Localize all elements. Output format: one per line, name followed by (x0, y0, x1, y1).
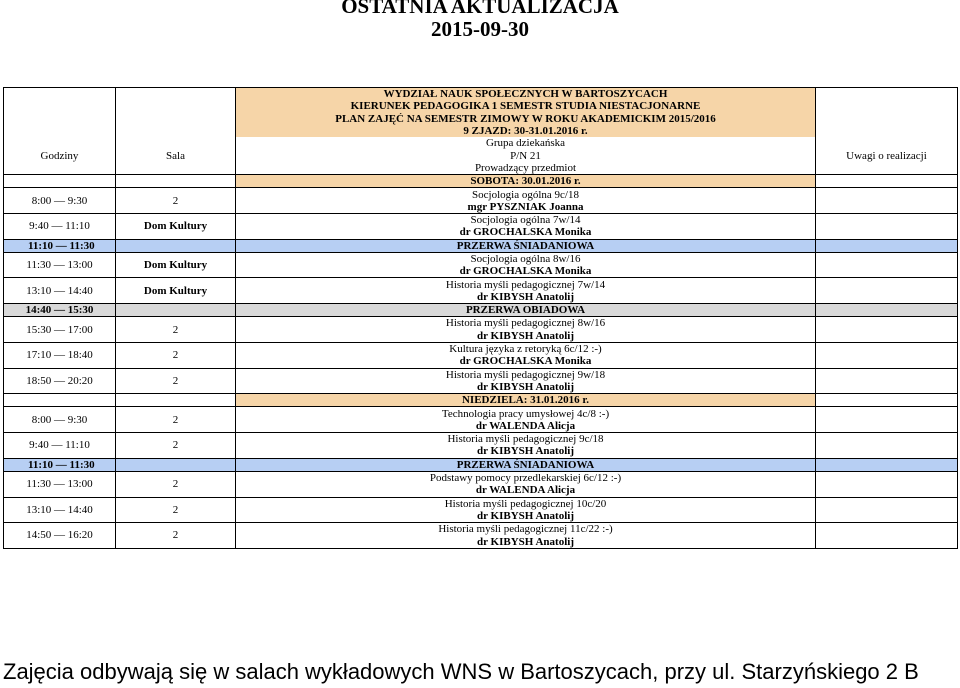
class-subject: Socjologia ogólna 7w/14 (236, 213, 816, 226)
class-time: 11:30 — 13:00 (4, 471, 116, 497)
class-subject: Kultura języka z retoryką 6c/12 :-) (236, 342, 816, 355)
lunch-break-time: 14:40 — 15:30 (4, 304, 116, 317)
class-room: 2 (116, 523, 236, 549)
class-room: Dom Kultury (116, 252, 236, 278)
session-header: 9 ZJAZD: 30-31.01.2016 r. (236, 125, 816, 137)
class-teacher: dr KIBYSH Anatolij (236, 381, 816, 394)
class-subject: Historia myśli pedagogicznej 8w/16 (236, 317, 816, 330)
class-room: Dom Kultury (116, 278, 236, 304)
day-header-sunday: NIEDZIELA: 31.01.2016 r. (236, 394, 816, 407)
class-room: 2 (116, 368, 236, 394)
class-subject: Historia myśli pedagogicznej 9w/18 (236, 368, 816, 381)
class-time: 11:30 — 13:00 (4, 252, 116, 278)
hours-column-header: Godziny (4, 137, 116, 174)
location-note: Zajęcia odbywają się w salach wykładowych WNS w Bartoszycach, przy ul. Starzyńskiego 2 B (3, 659, 919, 684)
class-subject: Podstawy pomocy przedlekarskiej 6c/12 :-) (236, 471, 816, 484)
class-time: 13:10 — 14:40 (4, 278, 116, 304)
class-teacher: mgr PYSZNIAK Joanna (236, 201, 816, 214)
class-teacher: dr KIBYSH Anatolij (236, 535, 816, 548)
class-time: 14:50 — 16:20 (4, 523, 116, 549)
class-room: 2 (116, 188, 236, 214)
class-subject: Historia myśli pedagogicznej 7w/14 (236, 278, 816, 291)
class-room: 2 (116, 497, 236, 523)
group-code: P/N 21 (236, 149, 816, 161)
class-room: Dom Kultury (116, 213, 236, 239)
lunch-break-label: PRZERWA OBIADOWA (236, 304, 816, 317)
class-teacher: dr WALENDA Alicja (236, 420, 816, 433)
room-column-header: Sala (116, 137, 236, 174)
schedule-table (3, 87, 958, 549)
class-teacher: dr GROCHALSKA Monika (236, 265, 816, 278)
class-time: 9:40 — 11:10 (4, 213, 116, 239)
class-room: 2 (116, 342, 236, 368)
class-time: 18:50 — 20:20 (4, 368, 116, 394)
class-subject: Historia myśli pedagogicznej 10c/20 (236, 497, 816, 510)
class-subject: Historia myśli pedagogicznej 9c/18 (236, 433, 816, 446)
class-room: 2 (116, 317, 236, 343)
class-time: 8:00 — 9:30 (4, 407, 116, 433)
class-teacher: dr WALENDA Alicja (236, 484, 816, 497)
breakfast-break-time: 11:10 — 11:30 (4, 239, 116, 252)
class-subject: Historia myśli pedagogicznej 11c/22 :-) (236, 523, 816, 536)
class-teacher: dr GROCHALSKA Monika (236, 226, 816, 239)
class-time: 13:10 — 14:40 (4, 497, 116, 523)
program-header: KIERUNEK PEDAGOGIKA 1 SEMESTR STUDIA NIESTACJONARNE (236, 100, 816, 112)
class-subject: Technologia pracy umysłowej 4c/8 :-) (236, 407, 816, 420)
group-label: Grupa dziekańska (236, 137, 816, 149)
class-room: 2 (116, 433, 236, 459)
class-teacher: dr KIBYSH Anatolij (236, 330, 816, 343)
class-time: 17:10 — 18:40 (4, 342, 116, 368)
faculty-header: WYDZIAŁ NAUK SPOŁECZNYCH W BARTOSZYCACH (236, 88, 816, 101)
breakfast-break-label: PRZERWA ŚNIADANIOWA (236, 239, 816, 252)
class-room: 2 (116, 407, 236, 433)
subject-column-header: Prowadzący przedmiot (236, 162, 816, 175)
plan-header: PLAN ZAJĘĆ NA SEMESTR ZIMOWY W ROKU AKADEMICKIM 2015/2016 (236, 113, 816, 125)
class-time: 8:00 — 9:30 (4, 188, 116, 214)
class-subject: Socjologia ogólna 8w/16 (236, 252, 816, 265)
breakfast-break-time: 11:10 — 11:30 (4, 458, 116, 471)
class-time: 9:40 — 11:10 (4, 433, 116, 459)
day-header-saturday: SOBOTA: 30.01.2016 r. (236, 175, 816, 188)
breakfast-break-label: PRZERWA ŚNIADANIOWA (236, 458, 816, 471)
class-teacher: dr GROCHALSKA Monika (236, 355, 816, 368)
update-title: OSTATNIA AKTUALIZACJA (341, 0, 619, 18)
update-date: 2015-09-30 (431, 17, 529, 41)
class-teacher: dr KIBYSH Anatolij (236, 445, 816, 458)
class-time: 15:30 — 17:00 (4, 317, 116, 343)
class-room: 2 (116, 471, 236, 497)
class-teacher: dr KIBYSH Anatolij (236, 510, 816, 523)
class-subject: Socjologia ogólna 9c/18 (236, 188, 816, 201)
class-teacher: dr KIBYSH Anatolij (236, 291, 816, 304)
notes-column-header: Uwagi o realizacji (816, 137, 958, 174)
